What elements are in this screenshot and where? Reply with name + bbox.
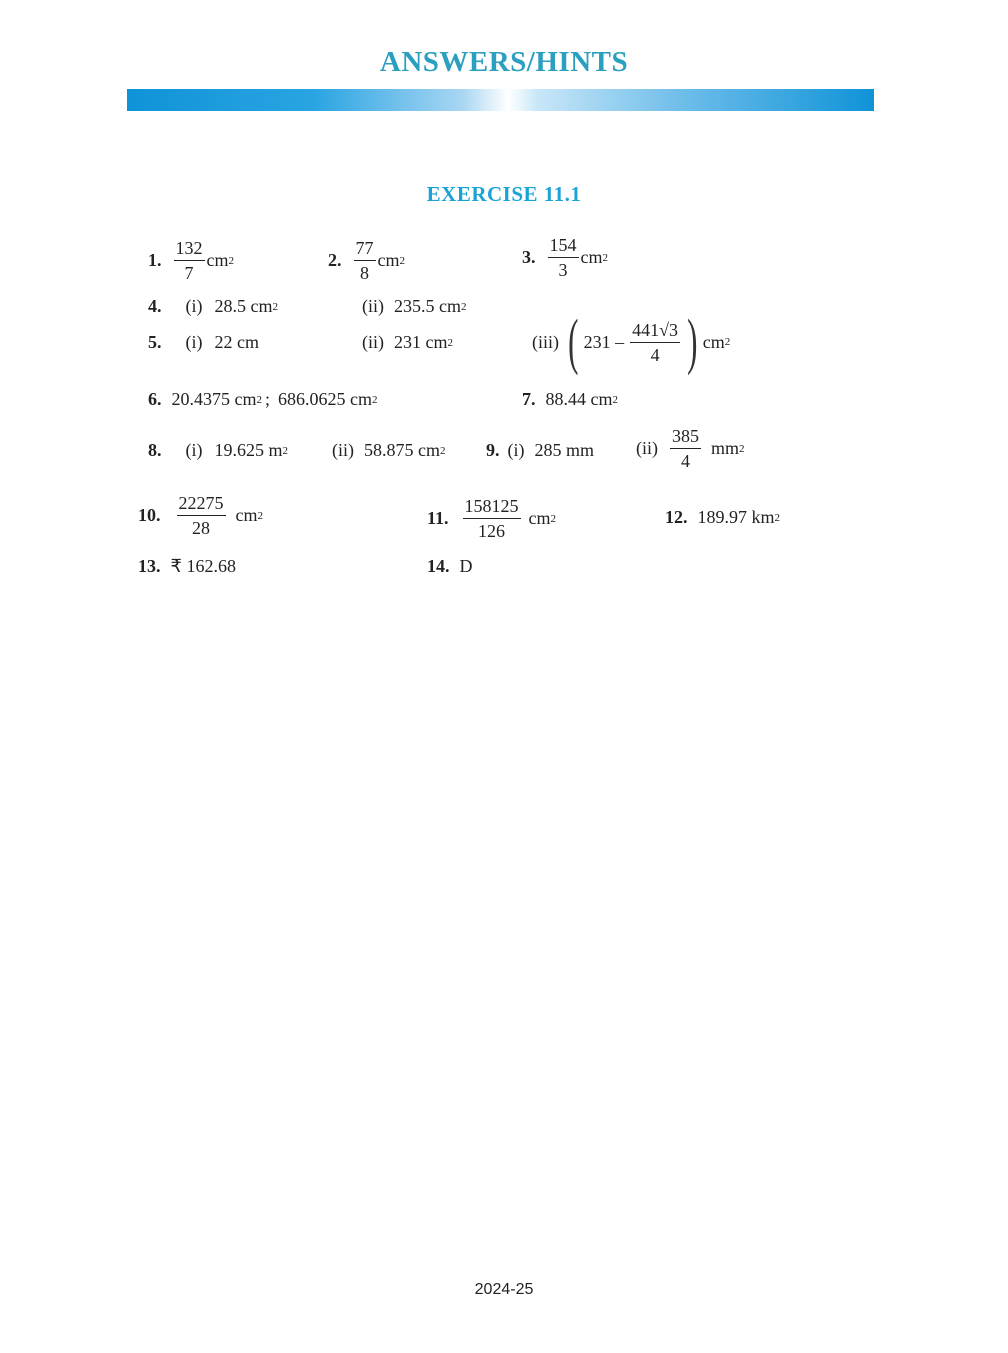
value: ₹ 162.68 [170,556,236,576]
header-gradient-bar [127,89,874,111]
answer-5-ii [362,332,453,353]
fraction [354,236,376,285]
numerator: 22275 [177,491,226,516]
part-label: (i) [185,296,203,316]
answer-number: 10. [138,505,161,525]
exponent: 2 [724,336,731,348]
answer-number: 8. [148,440,162,460]
unit: cm [580,247,603,267]
exponent: 2 [257,509,263,522]
part-label: (i) [185,332,203,352]
answer-number: 13. [138,556,161,576]
value: D [459,556,473,576]
numerator: 385 [670,424,701,449]
exponent: 2 [550,512,557,525]
answer-1 [148,236,234,285]
answer-number: 7. [522,389,536,409]
value: 285 mm [534,440,595,460]
fraction [177,491,226,540]
answer-14 [427,556,473,577]
value: 189.97 km [697,507,775,527]
denominator: 4 [650,344,660,365]
exponent: 2 [399,254,405,267]
part-label: (ii) [362,332,384,352]
answer-number: 3. [522,247,536,267]
answer-7 [522,389,618,410]
part-label: (ii) [362,296,384,316]
fraction [630,318,680,367]
answer-number: 12. [665,507,688,527]
answer-number: 4. [148,296,162,316]
answer-number: 2. [328,250,342,270]
answer-number: 14. [427,556,450,576]
right-parenthesis: ) [687,308,698,376]
value: 19.625 m [214,440,283,460]
denominator: 4 [681,451,690,471]
part-label: (i) [507,440,525,460]
answer-2 [328,236,405,285]
exponent: 2 [739,442,745,455]
numerator: 77 [354,236,376,261]
part-label: (iii) [532,331,559,352]
exponent: 2 [282,444,289,457]
part-label: (i) [185,440,203,460]
answer-4 [148,296,278,317]
answer-13 [138,556,236,577]
denominator: 3 [558,260,568,280]
value: 28.5 cm [214,296,273,316]
unit: cm [206,250,229,270]
answer-number: 5. [148,332,162,352]
answer-6 [148,389,378,410]
unit: mm [711,438,740,458]
fraction [548,233,579,282]
denominator: 7 [184,263,194,283]
exponent: 2 [461,300,467,313]
fraction [463,494,521,543]
value: 58.875 cm [364,440,440,460]
answer-11 [427,494,556,543]
answer-12 [665,507,780,528]
numerator: 158125 [463,494,521,519]
unit: cm [377,250,400,270]
answer-9-ii [636,424,745,473]
answer-5 [148,332,259,353]
exponent: 2 [272,300,278,313]
value: 235.5 cm [394,296,461,316]
denominator: 8 [360,263,369,283]
answer-8 [148,440,288,461]
value: 686.0625 cm [278,389,373,409]
footer-year: 2024-25 [474,1281,534,1298]
value: 88.44 cm [545,389,613,409]
answer-number: 6. [148,389,162,409]
value: 231 – [583,331,625,352]
exponent: 2 [602,251,608,264]
part-label: (ii) [636,438,658,458]
left-parenthesis: ( [568,308,579,376]
exponent: 2 [447,336,453,349]
separator: ; [265,389,271,409]
fraction [670,424,701,473]
denominator: 126 [478,521,506,541]
value: 231 cm [394,332,448,352]
page-title: ANSWERS/HINTS [379,46,629,78]
numerator: 441√3 [630,318,680,343]
answer-4-ii [362,296,467,317]
part-label: (ii) [332,440,354,460]
exponent: 2 [256,393,262,406]
value: 20.4375 cm [171,389,257,409]
answer-8-ii [332,440,446,461]
exponent: 2 [612,393,618,406]
answer-5-iii [532,308,731,376]
denominator: 28 [192,518,210,538]
answer-number: 9. [486,440,500,460]
answer-10 [138,491,263,540]
value: 22 cm [214,332,259,352]
answer-9 [486,440,594,461]
unit: cm [528,508,551,528]
answer-3 [522,233,608,282]
answer-number: 1. [148,250,162,270]
exponent: 2 [228,254,234,267]
fraction [174,236,205,285]
exponent: 2 [440,444,446,457]
exponent: 2 [774,511,781,524]
exercise-heading: EXERCISE 11.1 [426,182,582,206]
unit: cm [235,505,258,525]
answer-number: 11. [427,508,449,528]
unit: cm [702,331,725,352]
numerator: 154 [548,233,579,258]
exponent: 2 [372,393,378,406]
numerator: 132 [174,236,205,261]
